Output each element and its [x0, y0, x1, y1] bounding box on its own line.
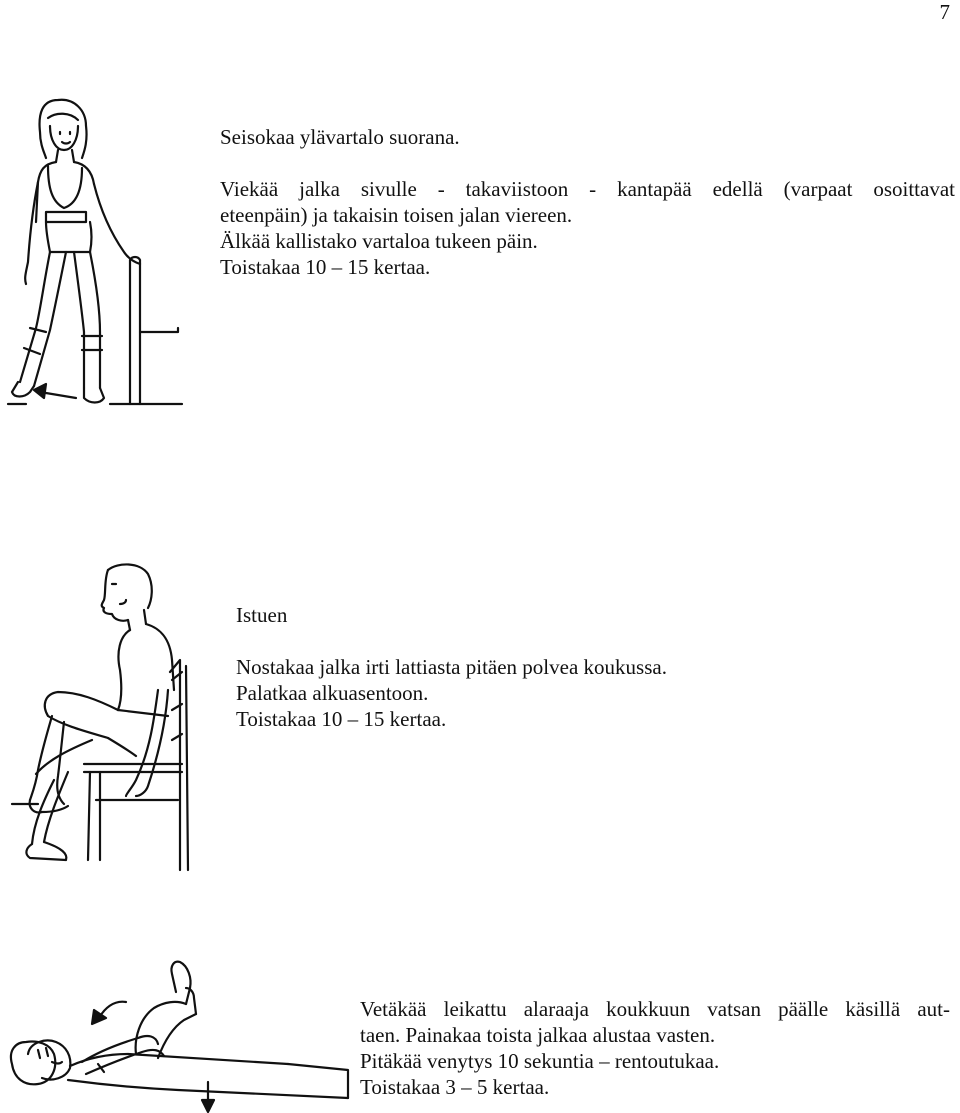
exercise-1-line-4: eteenpäin) ja takaisin toisen jalan viereen. [220, 203, 573, 227]
exercise-1-text [220, 124, 955, 280]
exercise-1-line-3: Viekää jalka sivulle - takaviistoon - kantapää edellä (varpaat osoittavat [220, 177, 955, 201]
standing-leg-side-raise-illustration [0, 92, 190, 412]
exercise-2-heading: Istuen [236, 603, 288, 627]
exercise-3-line-3: Pitäkää venytys 10 sekuntia – rentoutukaa. [360, 1049, 720, 1073]
exercise-3-line-4: Toistakaa 3 – 5 kertaa. [360, 1075, 550, 1099]
exercise-1-line-1: Seisokaa ylävartalo suorana. [220, 125, 460, 149]
page-number: 7 [939, 0, 950, 24]
lying-knee-to-chest-illustration [8, 958, 368, 1113]
exercise-2-text [236, 602, 936, 732]
seated-knee-lift-illustration [8, 560, 208, 870]
exercise-3-line-1: Vetäkää leikattu alaraaja koukkuun vatsan päälle käsillä aut- [360, 997, 950, 1021]
exercise-2-line-4: Palatkaa alkuasentoon. [236, 681, 429, 705]
exercise-1-line-5: Älkää kallistako vartaloa tukeen päin. [220, 229, 538, 253]
exercise-1-line-6: Toistakaa 10 – 15 kertaa. [220, 255, 431, 279]
exercise-2-line-3: Nostakaa jalka irti lattiasta pitäen polvea koukussa. [236, 655, 667, 679]
exercise-3-line-2: taen. Painakaa toista jalkaa alustaa vasten. [360, 1023, 716, 1047]
exercise-2-line-5: Toistakaa 10 – 15 kertaa. [236, 707, 447, 731]
exercise-3-text [360, 996, 950, 1100]
